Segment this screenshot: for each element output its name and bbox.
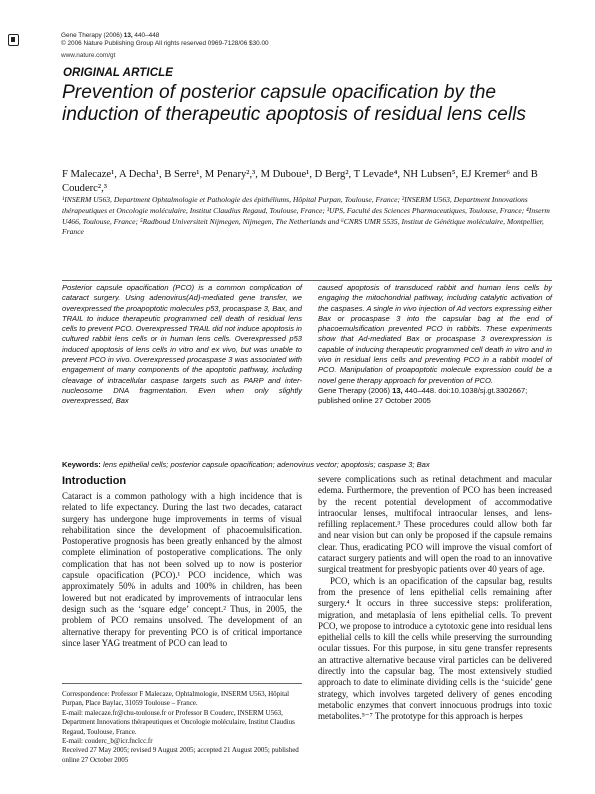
correspondence-address: Correspondence: Professor F Malecaze, Ophtalmologie, INSERM U563, Hôpital Purpan, Place Baylac, 31059 Toulouse – France. [62,690,290,708]
journal-citation-line: Gene Therapy (2006) 13, 440–448 [61,32,160,39]
abstract-left-column: Posterior capsule opacification (PCO) is a common complication of cataract surgery. Using adenovirus(Ad)-mediated gene transfer, we overexpressed the proapoptotic molecules p53, procaspase 3, Bax, and TRAIL to induce therapeutic programmed cell death of residual lens cells to prevent PCO. Overexpressed TRAIL did not induce apoptosis in cultured rabbit lens cells or in human lens cells. Overexpressed p53 induced apoptosis of lens cells in vitro and ex vivo, but was unable to prevent PCO in vivo. Overexpressed procaspase 3 was associated with engagement of many components of the apoptotic pathway, including cleavage of intracellular caspase targets such as PARP and inter-nucleosome DNA fragmentation. Even when only slightly overexpressed, Bax [62,283,302,406]
correspondence-email-1: E-mail: malecaze.fr@chu-toulouse.fr or Professor B Couderc, INSERM U563, Department Innovations thérapeutiques et Oncologie moléculaire, Institut Claudius Regaud, Toulouse, France. [62,708,295,736]
intro-paragraph: PCO, which is an opacification of the capsular bag, results from the presence of lens epithelial cells remaining after surgery.⁴ It occurs in three successive steps: proliferation, migration, and metaplasia of lens epithelial cells. To prevent PCO, we propose to introduce a cytotoxic gene into residual lens epithelial cells to kill the cells while preserving the surrounding ocular tissues. For this purpose, in situ gene transfer represents an attractive alternative because viral particles can be delivered directly into the capsular bag. The most extensively studied approach to date to eliminate dividing cells is the ‘suicide’ gene strategy, which involves targeted delivery of genes encoding metabolic enzymes that convert innocuous prodrugs into toxic metabolites.⁵⁻⁷ The prototype for this approach is herpes [318,575,552,722]
abstract-right-column [318,283,552,407]
correspondence-block [62,690,302,765]
abstract-top-rule [62,280,552,281]
intro-left-column [62,491,302,649]
intro-right-column [318,474,552,723]
journal-url-link[interactable]: www.nature.com/gt [61,52,116,59]
keywords: Keywords: lens epithelial cells; posterior capsule opacification; adenovirus vector; apoptosis; caspase 3; Bax [62,460,430,469]
publisher-logo-icon [8,34,19,46]
article-category: ORIGINAL ARTICLE [63,67,174,79]
received-dates: Received 27 May 2005; revised 9 August 2005; accepted 21 August 2005; published online 27 October 2005 [62,746,299,764]
author-list: F Malecaze¹, A Decha¹, B Serre¹, M Penary²,³, M Duboue¹, D Berg², T Levade⁴, NH Lubsen⁵, EJ Kremer⁶ and B Couderc²,³ [62,169,538,194]
correspondence-email-2: E-mail: couderc_b@icr.fnclcc.fr [62,737,153,746]
correspondence-rule [62,683,302,684]
copyright-line: © 2006 Nature Publishing Group All rights reserved 0969-7128/06 $30.00 [61,40,269,47]
abstract-citation: Gene Therapy (2006) 13, 440–448. doi:10.1038/sj.gt.3302667; published online 27 October 2005 [318,385,528,406]
section-heading-introduction: Introduction [62,475,127,487]
abstract-right-text: caused apoptosis of transduced rabbit and human lens cells by engaging the mitochondrial pathway, including catalytic activation of the caspases. A single in vivo injection of Ad vectors expressing either Bax or procaspase 3 into the capsular bag at the end of phacoemulsification prevented PCO in rabbits. These experiments show that Ad-mediated Bax or procaspase 3 overexpression is capable of inducing therapeutic programmed cell death in vitro and in vivo in residual lens cells and preventing PCO in a rabbit model of PCO. Manipulation of proapoptotic molecule expression could be a novel gene therapy approach for prevention of PCO. [318,283,552,385]
affiliations: ¹INSERM U563, Department Ophtalmologie et Pathologie des épithéliums, Hôpital Purpan, Toulouse, France; ²INSERM U563, Department Innovations thérapeutiques et Oncologie moléculaire, Institut Claudius Regaud, Toulouse, France; ³UPS, Faculté des Sciences Pharmaceutiques, Toulouse, France; ⁴Inserm U466, Toulouse, France; ⁵Radboud Universiteit Nijmegen, Nijmegen, The Netherlands and ⁶CNRS UMR 5535, Institut de Génétique moléculaire, Montpellier, France [62,195,550,237]
intro-paragraph: Cataract is a common pathology with a high incidence that is related to life expectancy. During the last two decades, cataract surgery has undergone huge improvements in terms of visual rehabilitation since the development of phacoemulsification. Postoperative prognosis has been greatly enhanced by the almost complete elimination of postoperative complications. The only complication that has not been solved up to now is posterior capsule opacification (PCO).¹ PCO incidence, which was approximately 50% in adults and 100% in children, has been lowered but not eradicated by improvements of intraocular lens design such as the ‘square edge’ concept.² Thus, in 2005, the problem of PCO remains unsolved. The development of an alternative therapy for preventing PCO is of critical importance since laser YAG treatment of PCO can lead to [62,491,302,648]
intro-paragraph: severe complications such as retinal detachment and macular edema. Furthermore, the prevention of PCO has been increased by the recent potential development of accommodative intraocular lenses, multifocal intraocular lenses, and lens-refilling replacement.³ These procedures could allow both far and near vision but can only be proposed if the capsule remains clear. Thus, eradicating PCO will improve the visual comfort of cataract surgery patients and will open the road to an innovative surgical treatment for presbyopic patients over 40 years of age. [318,474,552,575]
article-title: Prevention of posterior capsule opacification by the induction of therapeutic apoptosis of residual lens cells [62,82,526,125]
